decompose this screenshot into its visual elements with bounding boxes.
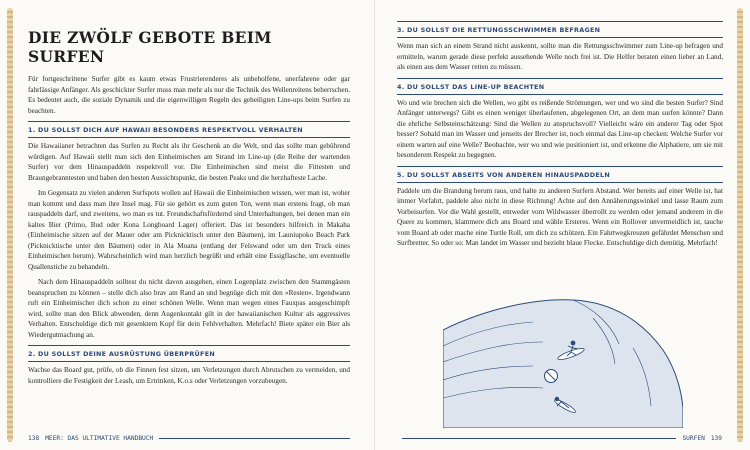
no-entry-icon	[545, 370, 558, 383]
left-page-number: 138	[28, 435, 40, 442]
left-running-title: MEER: DAS ULTIMATIVE HANDBUCH	[45, 435, 154, 442]
right-running-title: SURFEN	[682, 435, 705, 442]
section-rule	[397, 94, 723, 95]
section-heading-5: 5. DU SOLLST ABSEITS VON ANDEREN HINAUSPADDELN	[397, 170, 611, 179]
intro-paragraph: Für fortgeschrittene Surfer gibt es kaum etwas Frustrierenderes als unbeholfene, unerfahrene oder gar fahrlässige Anfänger. Als geschickter Surfer muss man mehr als nur die Technik des Wellenreitens beherrschen. Es bedeutet auch, die soziale Dynamik und die eigenwilligen Regeln des geheiligten Line-ups beim Surfen zu beachten.	[28, 75, 350, 115]
paragraph-4: Wachse das Board gut, prüfe, ob die Finnen fest sitzen, um Verletzungen durch Abrutschen zu vermeiden, und kontrolliere die Festigkeit der Leash, um Ertrinken, K.o.s oder Verletzungen vorzubeugen.	[28, 366, 350, 385]
page-title	[28, 28, 350, 66]
right-content	[397, 18, 723, 254]
section-heading-2: 2. DU SOLLST DEINE AUSRÜSTUNG ÜBERPRÜFEN	[28, 350, 216, 358]
left-content	[28, 18, 350, 391]
section-heading-3: 3. DU SOLLST DIE RETTUNGSSCHWIMMER BEFRAGEN	[397, 26, 601, 34]
footer-line	[159, 438, 350, 439]
paragraph-6: Wo und wie brechen sich die Wellen, wo gibt es reißende Strömungen, wer und wo sind die besten Surfer? Sind Anfänger unterwegs? Gibt es einen weniger überlaufenen, abgelegenen Ort, an dem man surfen könnte? Dann die ehrliche Selbsteinschätzung: Sind die Wellen zu anspruchsvoll? Vielleicht wäre ein anderer Tag oder Spot besser? Sobald man im Wasser und jenseits der Brecher ist, noch einmal das Line-up checken: Welche Surfer vor einem warten auf eine Welle? Beobachte, wer wo und wie positioniert ist, und erkenne die Alphatiere, um sie mit besonderem Respekt zu begegnen.	[397, 98, 723, 159]
section-rule	[28, 137, 350, 138]
paragraph-2: Im Gegensatz zu vielen anderen Surfspots wollen auf Hawaii die Einheimischen wissen, wer man ist, woher man kommt und dass man ihre Insel mag. Für sie gehört es zum guten Ton, wenn man erstens fragt, ob man rauspaddeln darf, und zweitens, wo man es tut. Freundschaftsfördernd sind Unterhaltungen, bei denen man ein kaltes Bier (Primo, Bud oder Kona Longboard Lager) offeriert. Das ist besonders hilfreich in Makaha (Einheimische sitzen auf der Mauer oder am Picknicktisch unter den Bäumen), im Launiupoko Beach Park (Picknicktische unter den Bäumen) oder in Ala Moana (entlang der Felswand oder um den Truck eines Einheimischen herum). Wahrscheinlich wird man herzlich begrüßt und erhält eine Essigflasche, um eventuelle Quallenstiche zu behandeln.	[28, 189, 350, 271]
wave-illustration	[443, 288, 683, 428]
section-heading-1: 1. DU SOLLST DICH AUF HAWAII BESONDERS RESPEKTVOLL VERHALTEN	[28, 126, 303, 134]
section-rule	[397, 37, 723, 38]
paragraph-3: Nach dem Hinauspaddeln solltest du nicht davon ausgehen, einen Logenplatz zwischen den Stammgästen beanspruchen zu können – stelle dich also brav am Rand an und begnüge dich mit den »Resten«. Irgendwann ruft ein Einheimischer dich schon zu einer schönen Welle. Wenn man wegen eines Fauxpas ausgeschimpft wird, sollte man den Blick abwenden, denn Augenkontakt gilt in der hawaiianischen Kultur als aggressives Verhalten. Entschuldige dich mit gesenktem Kopf für dein Fehlverhalten. Mehrfach! Biete später ein Bier als Wiedergutmachung an.	[28, 278, 350, 339]
right-page-number: 139	[710, 435, 722, 442]
section-rule	[28, 361, 350, 362]
section-rule	[28, 345, 350, 346]
right-page	[375, 0, 750, 450]
left-footer	[28, 435, 350, 442]
section-rule	[28, 121, 350, 122]
right-footer	[402, 435, 722, 442]
title-part-3: BEIM SURFEN	[28, 28, 272, 66]
rope-border-left	[7, 8, 13, 442]
section-rule	[397, 182, 723, 183]
section-heading-4: 4. DU SOLLST DAS LINE-UP BEACHTEN	[397, 82, 545, 91]
title-part-1: DIE	[28, 28, 68, 47]
paragraph-7: Paddele um die Brandung herum raus, und halte zu anderen Surfern Abstand. Wer bereits auf einer Welle ist, hat immer Vorfahrt, paddele also nicht in diese Richtung! Achte auf den Annäherungswinkel und lasse Raum zum Vorbeisurfen. Vor die Wahl gestellt, entweder vom Wildwasser überrollt zu werden oder jemand anderem in die Quere zu kommen, klammere dich ans Board und wähle Ersteres. Wenn ein Rollover unvermeidlich ist, tauche vom Board ab oder mache eine Turtle Roll, um dich zu schützen. Ein Fahrtwegkreuzen gefährdet Menschen und Surfbretter. So oder so: Man landet im Wasser und bezieht blaue Flecke. Entschuldige dich demütig. Mehrfach!	[397, 186, 723, 247]
paragraph-5: Wenn man sich an einem Strand nicht auskennt, sollte man die Rettungsschwimmer zum Line-up befragen und ermitteln, warum gerade diese perfekt aussehende Welle noch frei ist. Die Helfer beraten einen lieber an Land, als einen aus dem Wasser retten zu müssen.	[397, 42, 723, 71]
section-rule	[397, 166, 723, 167]
section-rule	[397, 78, 723, 79]
paragraph-1: Die Hawaiianer betrachten das Surfen zu Recht als ihr Geschenk an die Welt, und das sollte man gebührend würdigen. Auf Hawaii stellt man sich den Einheimischen am Strand im Line-up (die Reihe der wartenden Surfer) vor dem Hinauspaddeln respektvoll vor. Die Einheimischen sind meist die Fittesten und Braungebranntesten und haben den besten Aussichtspunkt, die besten Peaks und die herzhafteste Lache.	[28, 142, 350, 182]
footer-line	[402, 438, 676, 439]
section-rule	[397, 21, 723, 22]
rope-border-right	[737, 8, 743, 442]
title-part-2: ZWÖLF GEBOTE	[67, 28, 216, 47]
